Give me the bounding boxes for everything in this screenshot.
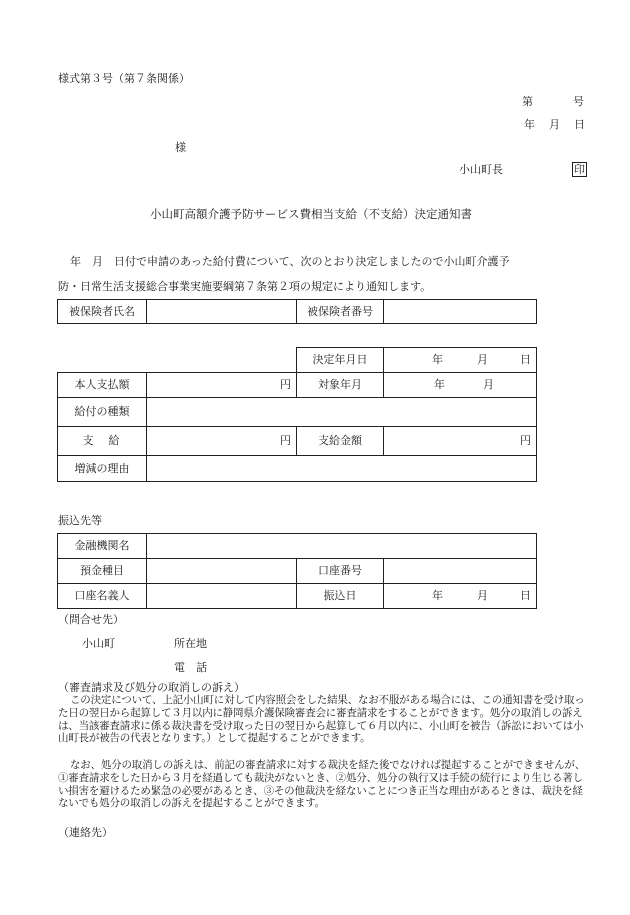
addressee-suffix: 様 [175, 141, 186, 154]
contact-heading: （連絡先） [58, 826, 113, 839]
decision-table [57, 347, 537, 482]
form-number: 様式第３号（第７条関係） [58, 72, 190, 85]
transfer-date-day: 日 [520, 589, 532, 602]
insured-table [57, 299, 537, 324]
table-row [58, 534, 537, 559]
insured-name-label: 被保険者氏名 [58, 300, 147, 324]
benefit-type-label: 給付の種類 [58, 398, 147, 427]
target-month-month: 月 [483, 378, 494, 391]
account-holder-label: 口座名義人 [58, 584, 147, 609]
transfer-date-label: 振込日 [297, 584, 384, 609]
payment-amount-field[interactable] [384, 427, 537, 456]
self-payment-yen: 円 [280, 378, 291, 391]
transfer-date-year: 年 [432, 589, 444, 602]
decision-date-month: 月 [477, 353, 488, 366]
payment-field[interactable] [147, 427, 297, 456]
payment-amount-yen: 円 [520, 434, 531, 447]
appeal-paragraph-2: なお、処分の取消しの訴えは、前記の審査請求に対する裁決を経た後でなければ提起することができませんが、①審査請求をした日から３月を経過しても裁決がないとき、②処分、処分の執行又は手続の続行により生じる著しい損害を避けるため緊急の必要があるとき、③その他裁決を経ないことにつき正当な理由があるときは、裁決を経ないでも処分の取消しの訴えを提起することができます。 [58, 759, 585, 810]
decision-date-day: 日 [520, 353, 531, 366]
payment-amount-label: 支給金額 [297, 427, 384, 456]
table-row [58, 427, 537, 456]
reason-label: 増減の理由 [58, 456, 147, 482]
seal-mark [572, 163, 587, 177]
inquiry-phone-label: 電 話 [174, 661, 207, 674]
decision-date-year: 年 [432, 353, 443, 366]
payment-label: 支 給 [58, 427, 147, 456]
insured-number-label: 被保険者番号 [297, 300, 384, 324]
insured-name-field[interactable] [147, 300, 297, 324]
doc-number-prefix: 第 [522, 95, 533, 108]
issue-date-day: 日 [574, 118, 585, 131]
decision-date-field[interactable] [384, 348, 537, 373]
table-row [58, 584, 537, 609]
deposit-type-field[interactable] [147, 559, 297, 584]
benefit-type-field[interactable] [147, 398, 537, 427]
account-number-label: 口座番号 [297, 559, 384, 584]
table-row [58, 398, 537, 427]
table-row [58, 559, 537, 584]
transfer-date-field[interactable] [384, 584, 537, 609]
reason-field[interactable] [147, 456, 537, 482]
table-row [58, 373, 537, 398]
deposit-type-label: 預金種目 [58, 559, 147, 584]
appeal-heading: （審査請求及び処分の取消しの訴え） [58, 681, 245, 694]
account-holder-field[interactable] [147, 584, 297, 609]
decision-date-label: 決定年月日 [297, 348, 384, 373]
transfer-heading: 振込先等 [58, 514, 102, 527]
intro-line-1: 年 月 日付で申請のあった給付費について、次のとおり決定しましたので小山町介護予 [70, 255, 510, 268]
self-payment-label: 本人支払額 [58, 373, 147, 398]
self-payment-field[interactable] [147, 373, 297, 398]
table-row [58, 456, 537, 482]
appeal-paragraph-1: この決定について、上記小山町に対して内容照会をした結果、なお不服がある場合には、この通知書を受け取った日の翌日から起算して３月以内に静岡県介護保険審査会に審査請求をすることができます。処分の取消しの訴えは、当該審査請求に係る裁決書を受け取った日の翌日から起算して６月以内に、小山町を被告（訴訟においては小山町長が被告の代表となります。）として提起することができます。 [58, 694, 585, 745]
seal-stamp: 印 [574, 163, 585, 176]
transfer-date-month: 月 [477, 589, 489, 602]
bank-field[interactable] [147, 534, 537, 559]
doc-number-suffix: 号 [573, 95, 584, 108]
inquiry-town: 小山町 [82, 637, 115, 650]
target-month-year: 年 [434, 378, 445, 391]
target-month-field[interactable] [384, 373, 537, 398]
issuer-name: 小山町長 [459, 163, 503, 176]
account-number-field[interactable] [384, 559, 537, 584]
doc-number [522, 95, 584, 109]
table-row [58, 300, 537, 324]
transfer-table [57, 533, 537, 609]
issue-date-month: 月 [549, 118, 560, 131]
issue-date [524, 118, 585, 132]
document-title: 小山町高額介護予防サービス費相当支給（不支給）決定通知書 [150, 207, 472, 221]
target-month-label: 対象年月 [297, 373, 384, 398]
inquiry-heading: （問合せ先） [58, 613, 124, 626]
bank-label: 金融機関名 [58, 534, 147, 559]
inquiry-address-label: 所在地 [174, 637, 207, 650]
payment-yen: 円 [280, 434, 291, 447]
table-row [58, 348, 537, 373]
issue-date-year: 年 [524, 118, 535, 131]
intro-line-2: 防・日常生活支援総合事業実施要綱第７条第２項の規定により通知します。 [58, 280, 432, 293]
insured-number-field[interactable] [384, 300, 537, 324]
